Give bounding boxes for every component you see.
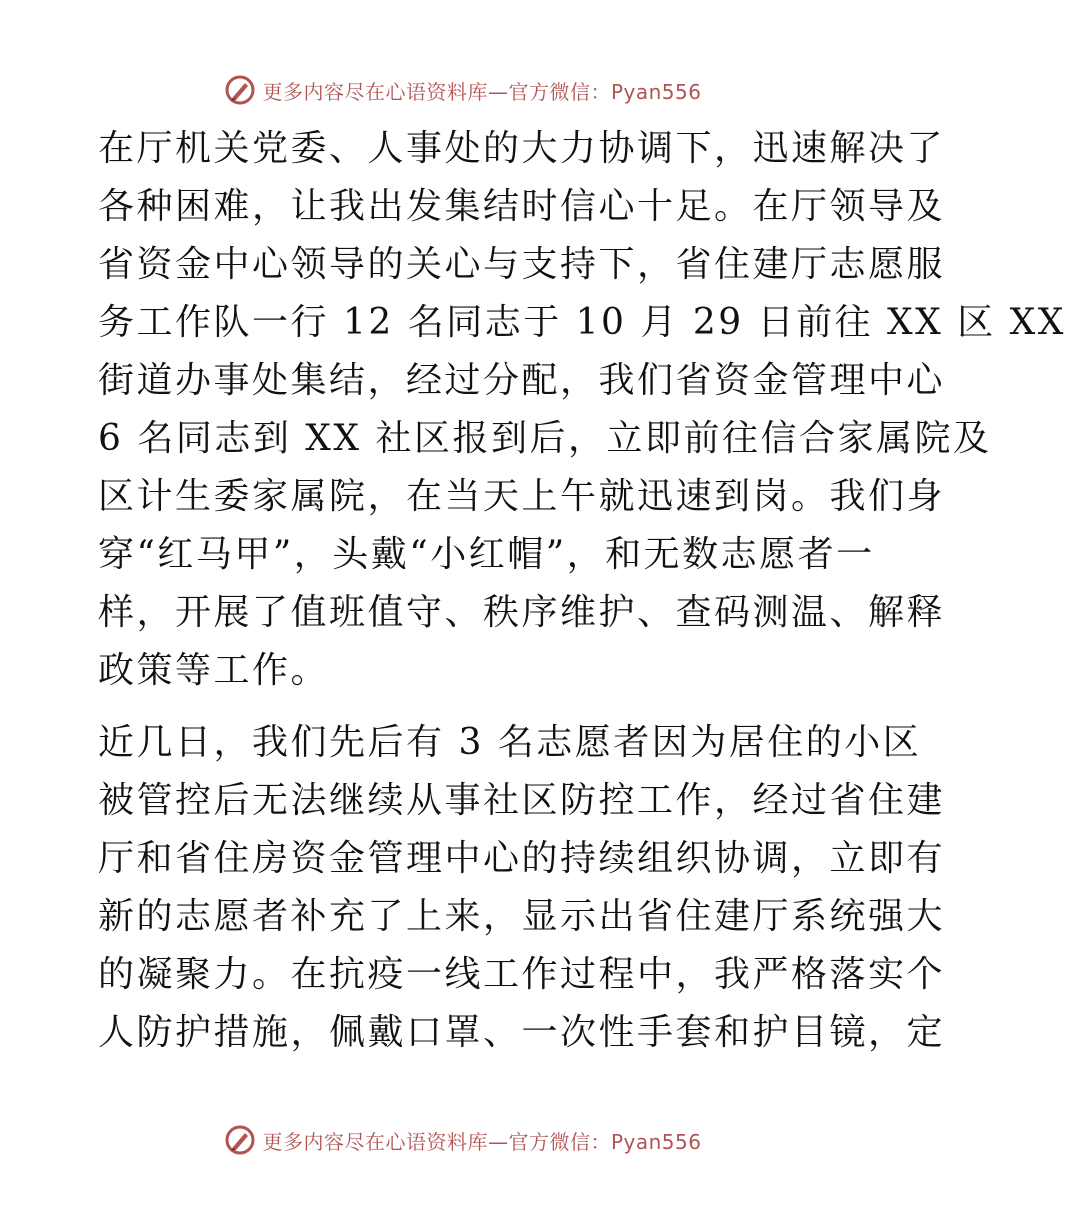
pen-seal-icon [224, 1124, 256, 1156]
paragraph-2 [98, 714, 946, 1062]
text-line: 务工作队一行 12 名同志于 10 月 29 日前往 XX 区 XX [98, 302, 1066, 343]
footer-banner-content [224, 1124, 701, 1156]
text-line: 近几日，我们先后有 3 名志愿者因为居住的小区 [98, 722, 922, 763]
text-line: 穿“红马甲”，头戴“小红帽”，和无数志愿者一 [98, 534, 875, 575]
text-line: 在厅机关党委、人事处的大力协调下，迅速解决了 [98, 128, 946, 169]
header-banner-content [224, 74, 701, 106]
text-line: 厅和省住房资金管理中心的持续组织协调，立即有 [98, 838, 946, 879]
footer-banner-text: 更多内容尽在心语资料库—官方微信：Pyan556 [262, 1129, 702, 1154]
text-line: 省资金中心领导的关心与支持下，省住建厅志愿服 [98, 244, 946, 285]
paragraph-spacer [98, 700, 858, 714]
text-line: 的凝聚力。在抗疫一线工作过程中，我严格落实个 [98, 954, 946, 995]
text-line: 被管控后无法继续从事社区防控工作，经过省住建 [98, 780, 946, 821]
paragraph-1 [98, 120, 1066, 700]
text-line: 区计生委家属院，在当天上午就迅速到岗。我们身 [98, 476, 946, 517]
footer-banner [0, 1120, 950, 1160]
document-body [98, 120, 1066, 1062]
text-line: 6 名同志到 XX 社区报到后，立即前往信合家属院及 [98, 418, 992, 459]
text-line: 街道办事处集结，经过分配，我们省资金管理中心 [98, 360, 946, 401]
header-banner [0, 70, 950, 110]
text-line: 新的志愿者补充了上来，显示出省住建厅系统强大 [98, 896, 946, 937]
header-banner-text: 更多内容尽在心语资料库—官方微信：Pyan556 [262, 79, 702, 104]
text-line: 各种困难，让我出发集结时信心十足。在厅领导及 [98, 186, 946, 227]
text-line: 样，开展了值班值守、秩序维护、查码测温、解释 [98, 592, 946, 633]
text-line: 政策等工作。 [98, 650, 330, 691]
pen-seal-icon [224, 74, 256, 106]
text-line: 人防护措施，佩戴口罩、一次性手套和护目镜，定 [98, 1012, 946, 1053]
